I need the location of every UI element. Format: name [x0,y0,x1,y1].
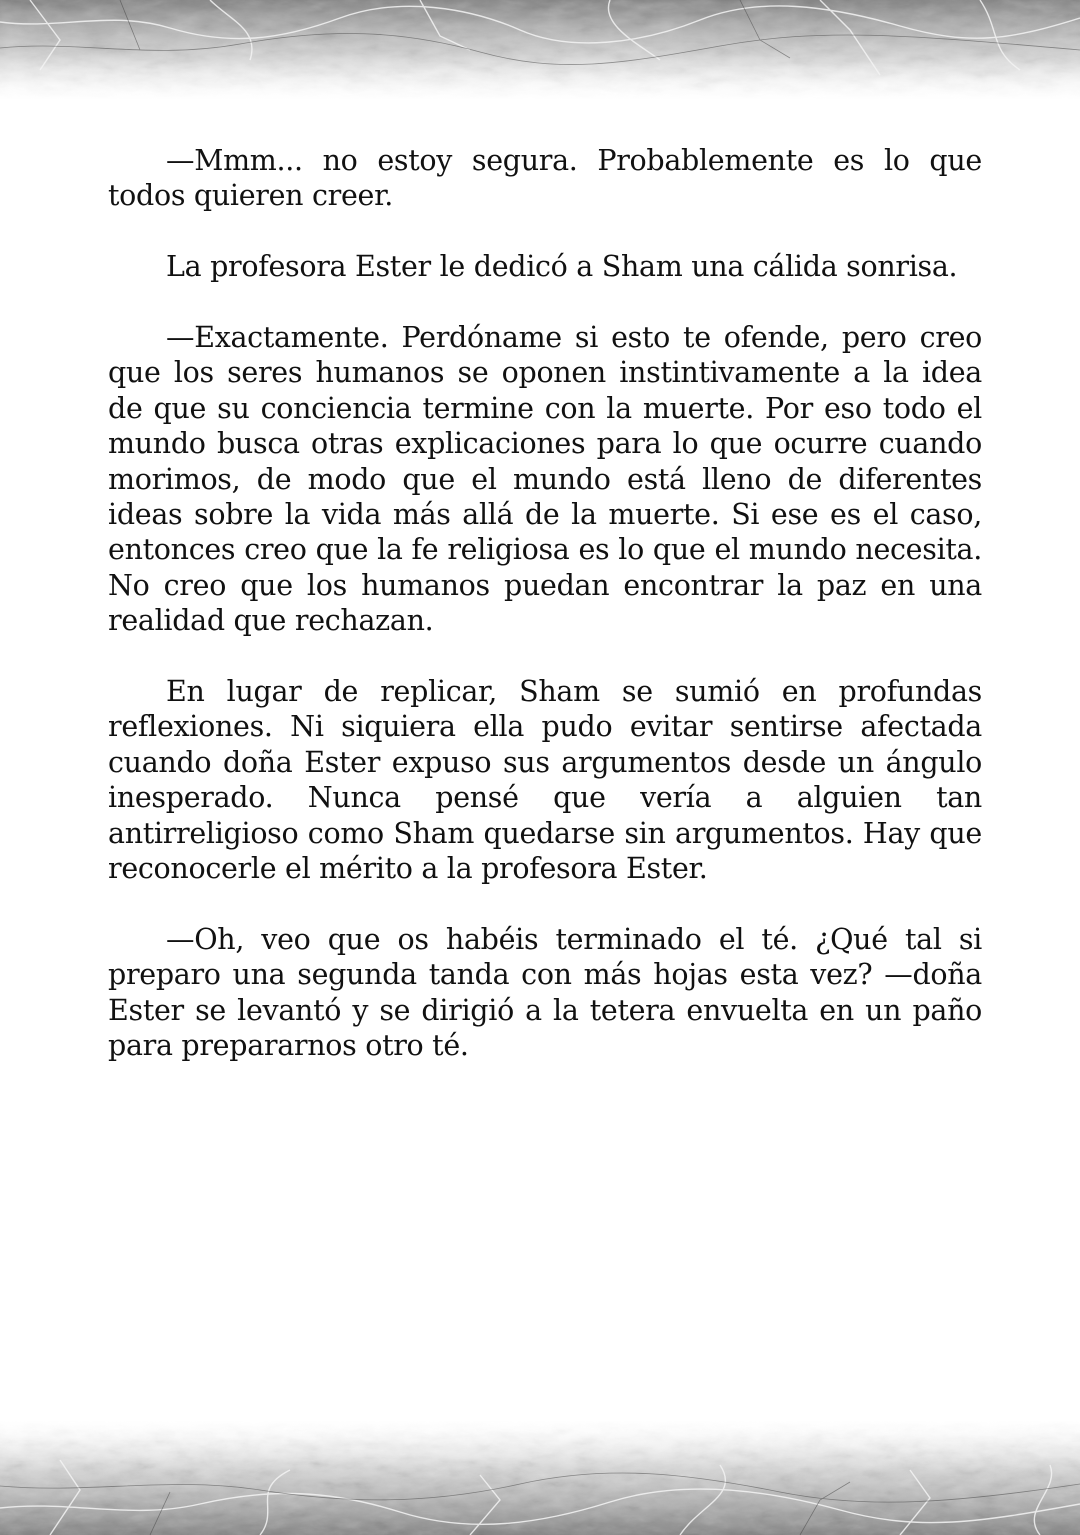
bottom-decorative-texture [0,1420,1080,1535]
paragraph-3: —Exactamente. Perdóname si esto te ofende, pero creo que los seres humanos se oponen instintivamente a la idea de que su conciencia termine con la muerte. Por eso todo el mundo busca otras explicaciones para lo que ocurre cuando morimos, de modo que el mundo está lleno de diferentes ideas sobre la vida más allá de la muerte. Si ese es el caso, entonces creo que la fe religiosa es lo que el mundo necesita. No creo que los humanos puedan encontrar la paz en una realidad que rechazan. [108,321,982,638]
paragraph-1: —Mmm... no estoy segura. Probablemente es lo que todos quieren creer. [108,144,982,213]
paragraph-5: —Oh, veo que os habéis terminado el té. ¿Qué tal si preparo una segunda tanda con más hojas esta vez? —doña Ester se levantó y se dirigió a la tetera envuelta en un paño para prepararnos otro té. [108,922,982,1063]
paragraph-2: La profesora Ester le dedicó a Sham una cálida sonrisa. [166,250,958,284]
page-body [108,143,982,1099]
paragraph-4: En lugar de replicar, Sham se sumió en profundas reflexiones. Ni siquiera ella pudo evitar sentirse afectada cuando doña Ester expuso sus argumentos desde un ángulo inesperado. Nunca pensé que vería a alguien tan antirreligioso como Sham quedarse sin argumentos. Hay que reconocerle el mérito a la profesora Ester. [108,675,982,886]
top-decorative-texture [0,0,1080,100]
